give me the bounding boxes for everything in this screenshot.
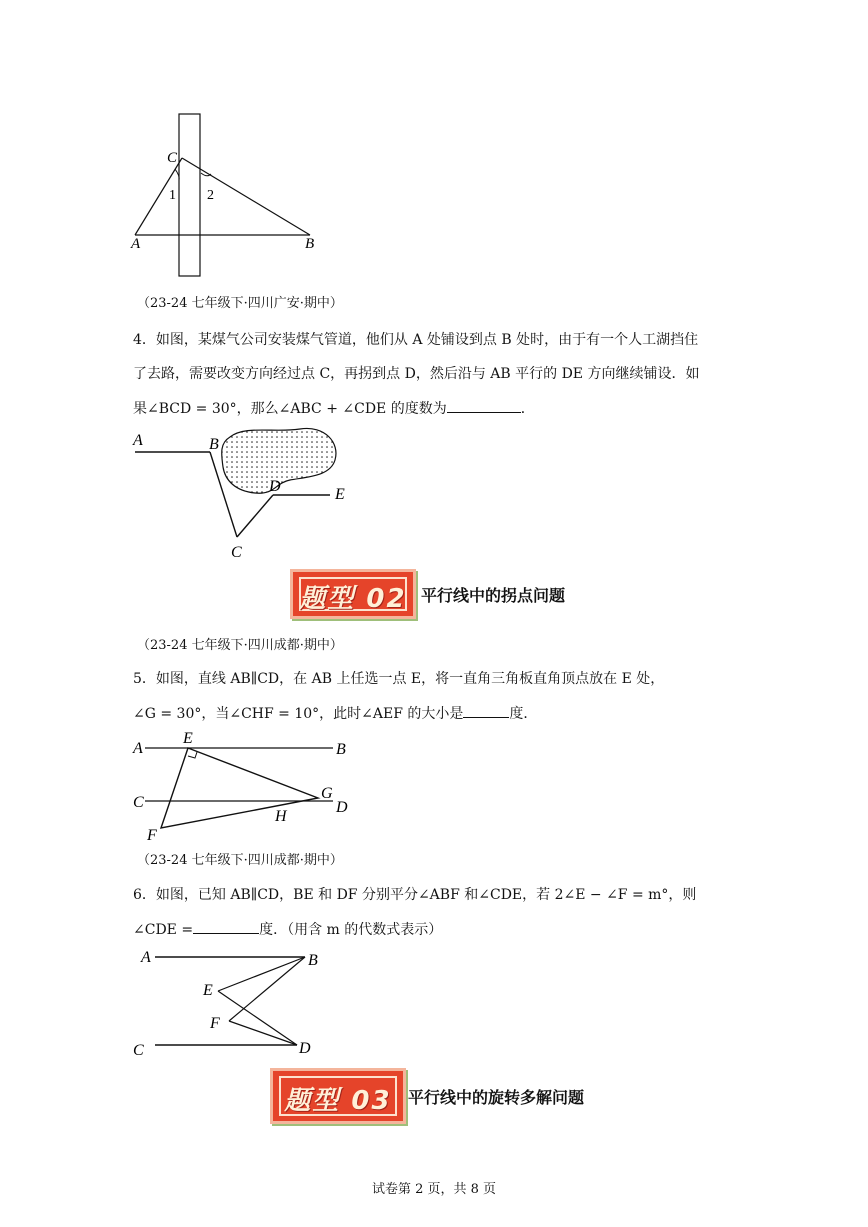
figure-1-diagram: [125, 110, 330, 280]
q4-label-B: B: [209, 436, 219, 453]
section-02-badge: [290, 569, 416, 619]
label-C: C: [167, 150, 178, 166]
q6-label-C: C: [133, 1042, 144, 1059]
q5-diagram: [125, 728, 360, 848]
angle-2-label: 2: [207, 188, 214, 203]
q5-line-1: 5．如图，直线 AB∥CD，在 AB 上任选一点 E，将一直角三角板直角顶点放在 E 处，: [133, 671, 665, 687]
q5-source: （23-24 七年级下·四川成都·期中）: [137, 638, 343, 653]
q4-source: （23-24 七年级下·四川广安·期中）: [137, 296, 343, 311]
q4-line-3-end: ．: [520, 401, 535, 417]
label-B: B: [305, 236, 315, 252]
q5-line-2: [133, 703, 537, 724]
q5-label-D: D: [336, 799, 348, 816]
section-03-badge-text: 题型 03: [284, 1086, 392, 1116]
q4-line-3: [133, 398, 535, 419]
q5-line-2-text: ∠G = 30°，当∠CHF = 10°，此时∠AEF 的大小是: [133, 706, 464, 722]
q5-label-A: A: [133, 740, 143, 757]
q6-label-D: D: [299, 1040, 311, 1057]
q5-label-G: G: [321, 785, 333, 802]
q6-label-A: A: [141, 949, 151, 966]
label-A: A: [131, 236, 141, 252]
q4-line-2: 了去路，需要改变方向经过点 C，再拐到点 D，然后沿与 AB 平行的 DE 方向继续铺设．如: [133, 366, 700, 382]
q5-line-2-end: 度．: [509, 706, 538, 722]
q4-line-1: 4．如图，某煤气公司安装煤气管道，他们从 A 处铺设到点 B 处时，由于有一个人工湖挡住: [133, 332, 699, 348]
q6-answer-blank: [193, 919, 259, 934]
q6-line-2: [133, 919, 442, 940]
q5-answer-blank: [463, 703, 509, 718]
q4-label-C: C: [231, 544, 242, 561]
angle-1-label: 1: [169, 188, 176, 203]
q6-line-2-text: ∠CDE =: [133, 922, 194, 938]
q6-label-B: B: [308, 952, 318, 969]
q4-label-A: A: [133, 432, 143, 449]
q4-line-3-text: 果∠BCD = 30°，那么∠ABC + ∠CDE 的度数为: [133, 401, 447, 417]
q5-label-F: F: [147, 827, 157, 844]
q4-label-E: E: [335, 486, 345, 503]
q6-source: （23-24 七年级下·四川成都·期中）: [137, 853, 343, 868]
q6-diagram: [125, 945, 335, 1060]
section-03-badge: [270, 1068, 406, 1124]
section-03-title: 平行线中的旋转多解问题: [408, 1088, 585, 1107]
q6-label-E: E: [203, 982, 213, 999]
q5-label-H: H: [275, 808, 287, 825]
q5-label-E: E: [183, 730, 193, 747]
section-02-title: 平行线中的拐点问题: [421, 586, 566, 605]
q5-label-C: C: [133, 794, 144, 811]
q6-label-F: F: [210, 1015, 220, 1032]
q6-line-2-end: 度．（用含 m 的代数式表示）: [259, 922, 443, 938]
q4-diagram: [125, 425, 360, 565]
page-footer: 试卷第 2 页，共 8 页: [371, 1182, 497, 1197]
q5-label-B: B: [336, 741, 346, 758]
q4-answer-blank: [447, 398, 521, 413]
q4-label-D: D: [269, 478, 281, 495]
section-02-badge-text: 题型 02: [299, 584, 407, 614]
q6-line-1: 6．如图，已知 AB∥CD，BE 和 DF 分别平分∠ABF 和∠CDE，若 2∠E − ∠F = m°，则: [133, 887, 697, 903]
